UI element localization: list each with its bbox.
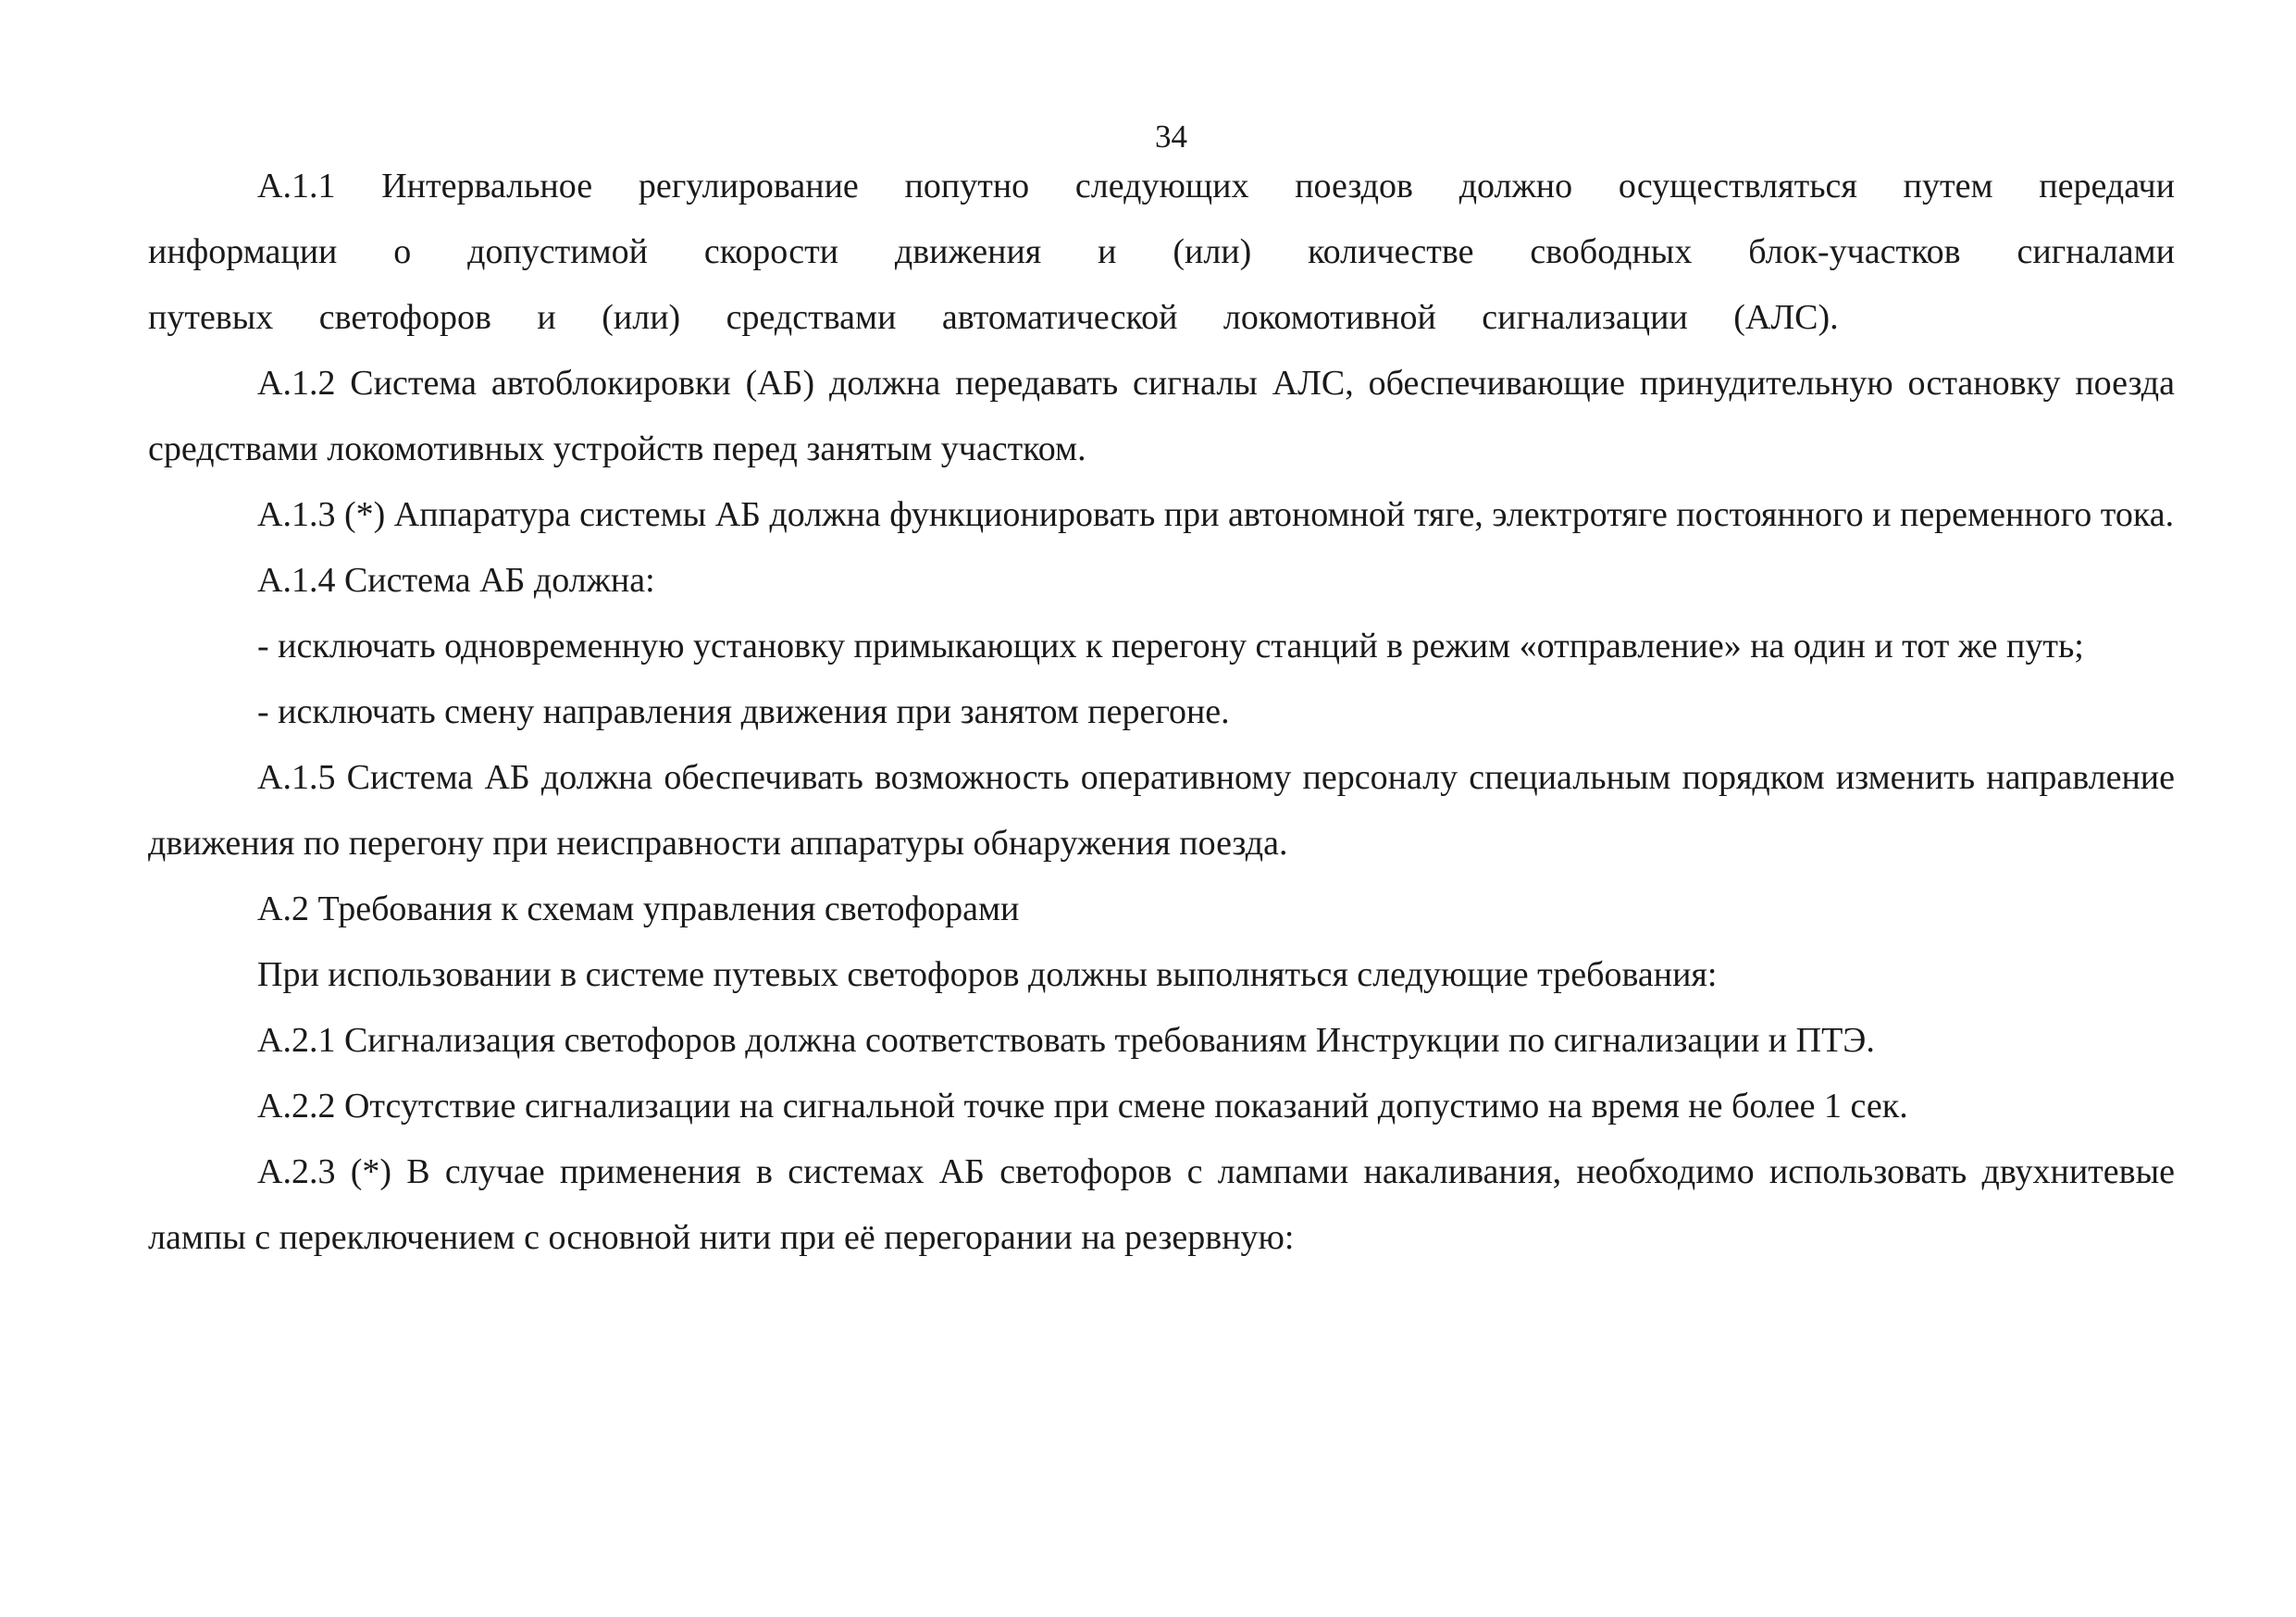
paragraph-a-2-intro: При использовании в системе путевых светофоров должны выполняться следующие требования:	[257, 955, 1718, 994]
paragraph-a-1-3: А.1.3 (*) Аппаратура системы АБ должна функционировать при автономной тяге, электротяге постоянного и переменного тока.	[257, 495, 2175, 534]
paragraph-a-1-2: А.1.2 Система автоблокировки (АБ) должна передавать сигналы АЛС, обеспечивающие принудительную остановку поезда средствами локомотивных устройств перед занятым участком.	[148, 364, 2175, 468]
paragraph-a-1-5: А.1.5 Система АБ должна обеспечивать возможность оперативному персоналу специальным порядком изменить направление движения по перегону при неисправности аппаратуры обнаружения поезда.	[148, 758, 2175, 863]
paragraph-a-2-1: А.2.1 Сигнализация светофоров должна соответствовать требованиям Инструкции по сигнализации и ПТЭ.	[257, 1021, 1875, 1060]
list-item: - исключать одновременную установку примыкающих к перегону станций в режим «отправление» на один и тот же путь;	[257, 627, 2084, 665]
paragraph-a-1-1: А.1.1 Интервальное регулирование попутно следующих поездов должно осуществляться путем передачи информации о допустимой скорости движения и (или) количестве свободных блок-участков сигналами путевых светофоров и (или) средствами автоматической локомотивной сигнализации (АЛС).	[148, 167, 2175, 337]
paragraph-a-1-4: А.1.4 Система АБ должна:	[257, 561, 655, 600]
list-item: - исключать смену направления движения при занятом перегоне.	[257, 692, 1230, 731]
paragraph-a-2-3: А.2.3 (*) В случае применения в системах АБ светофоров с лампами накаливания, необходимо использовать двухнитевые лампы с переключением с основной нити при её перегорании на резервную:	[148, 1152, 2175, 1257]
document-body	[148, 154, 2175, 1271]
paragraph-a-2-2: А.2.2 Отсутствие сигнализации на сигнальной точке при смене показаний допустимо на время не более 1 сек.	[257, 1087, 1908, 1126]
section-heading-a-2: А.2 Требования к схемам управления светофорами	[257, 889, 1020, 928]
page-number: 34	[1155, 118, 1187, 155]
